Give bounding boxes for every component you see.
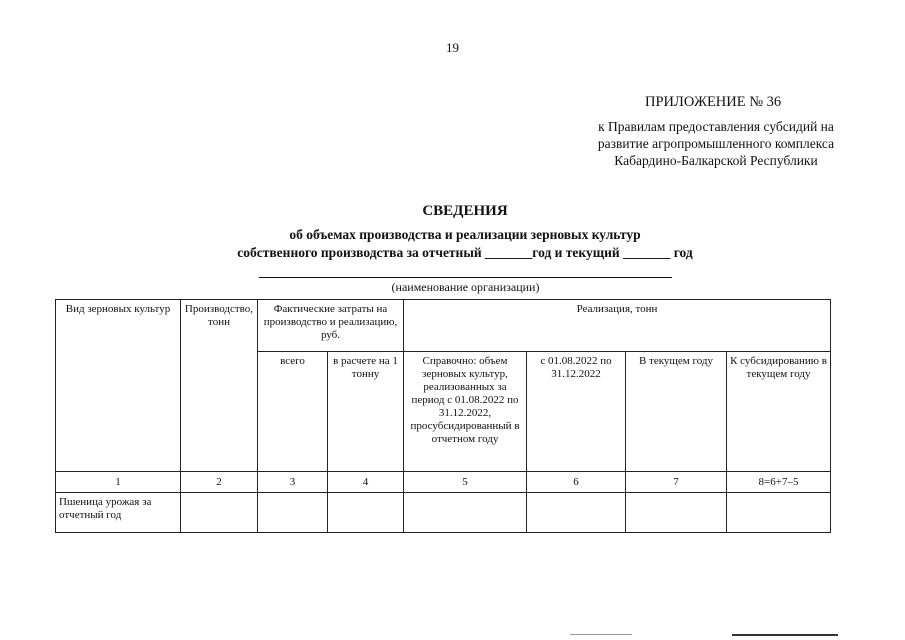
row-cell-period[interactable] (527, 493, 626, 533)
column-number: 3 (258, 472, 328, 493)
appendix-reference (576, 118, 856, 169)
header-row (56, 300, 831, 352)
column-number: 7 (626, 472, 727, 493)
column-number-row (56, 472, 831, 493)
appendix-title: ПРИЛОЖЕНИЕ № 36 (645, 94, 782, 110)
appendix-line: развитие агропромышленного комплекса (597, 136, 835, 151)
data-table (55, 299, 831, 533)
page-number: 19 (446, 40, 459, 55)
scan-mark (570, 634, 632, 635)
document-subtitle (0, 226, 905, 262)
organization-name-line[interactable] (259, 277, 672, 278)
row-cell-to-subsidize[interactable] (727, 493, 831, 533)
row-cell-production[interactable] (181, 493, 258, 533)
header-production: Производство, тонн (181, 300, 258, 472)
organization-name-label: (наименование организации) (391, 280, 540, 294)
header-actual-costs: Фактические затраты на производство и реализацию, руб. (258, 300, 404, 352)
header-crop-type: Вид зерновых культур (56, 300, 181, 472)
table-row (56, 493, 831, 533)
column-number: 5 (404, 472, 527, 493)
scan-mark (732, 634, 838, 636)
column-number: 8=6+7–5 (727, 472, 831, 493)
header-period: с 01.08.2022 по 31.12.2022 (527, 352, 626, 472)
header-sales: Реализация, тонн (404, 300, 831, 352)
row-cell-current-year[interactable] (626, 493, 727, 533)
column-number: 6 (527, 472, 626, 493)
header-to-subsidize: К субсидированию в текущем году (727, 352, 831, 472)
subtitle-line: собственного производства за отчетный _______год и текущий _______ год (237, 245, 693, 260)
column-number: 1 (56, 472, 181, 493)
row-cell-reference[interactable] (404, 493, 527, 533)
appendix-line: Кабардино-Балкарской Республики (614, 153, 818, 168)
column-number: 4 (328, 472, 404, 493)
header-total: всего (258, 352, 328, 472)
header-per-ton: в расчете на 1 тонну (328, 352, 404, 472)
row-cell-costs-total[interactable] (258, 493, 328, 533)
header-current-year: В текущем году (626, 352, 727, 472)
row-crop-name: Пшеница урожая за отчетный год (56, 493, 181, 533)
column-number: 2 (181, 472, 258, 493)
subtitle-line: об объемах производства и реализации зерновых культур (289, 227, 641, 242)
document-title: СВЕДЕНИЯ (422, 203, 508, 219)
row-cell-costs-per-ton[interactable] (328, 493, 404, 533)
appendix-line: к Правилам предоставления субсидий на (598, 119, 834, 134)
header-reference: Справочно: объем зерновых культур, реализованных за период с 01.08.2022 по 31.12.2022, просубсидированный в отчетном году (404, 352, 527, 472)
